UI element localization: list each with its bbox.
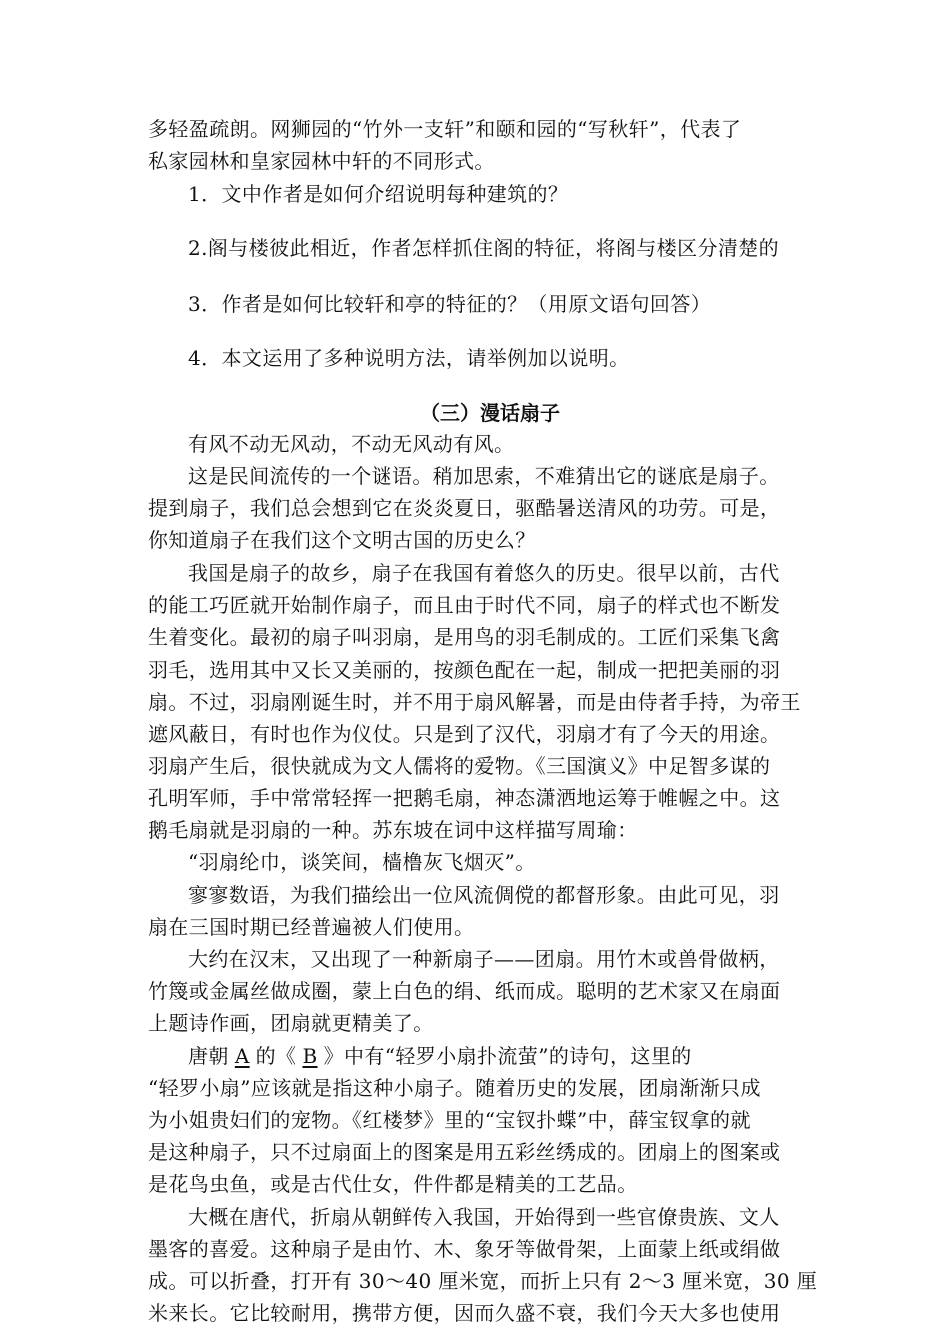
body-line: 你知道扇子在我们这个文明古国的历史么？	[148, 528, 536, 552]
blank-b: B	[302, 1044, 318, 1068]
body-line: 孔明军师，手中常常轻挥一把鹅毛扇，神态潇洒地运筹于帷幄之中。这	[148, 786, 781, 810]
intro-line: 私家园林和皇家园林中轩的不同形式。	[148, 149, 495, 173]
body-line: 的能工巧匠就开始制作扇子，而且由于时代不同，扇子的样式也不断发	[148, 593, 781, 617]
body-line: 为小姐贵妇们的宠物。《红楼梦》里的“宝钗扑蝶”中，薛宝钗拿的就	[148, 1108, 751, 1132]
body-line: 寥寥数语，为我们描绘出一位风流倜傥的都督形象。由此可见，羽	[188, 883, 780, 907]
body-line: 是花鸟虫鱼，或是古代仕女，件件都是精美的工艺品。	[148, 1172, 638, 1196]
question-1: 1．文中作者是如何介绍说明每种建筑的？	[188, 182, 569, 206]
body-line: 我国是扇子的故乡，扇子在我国有着悠久的历史。很早以前，古代	[188, 561, 780, 585]
body-line: 鹅毛扇就是羽扇的一种。苏东坡在词中这样描写周瑜：	[148, 818, 638, 842]
tang-prefix: 唐朝	[188, 1044, 229, 1068]
body-line: 是这种扇子，只不过扇面上的图案是用五彩丝绣成的。团扇上的图案或	[148, 1140, 781, 1164]
body-line: 扇在三国时期已经普遍被人们使用。	[148, 915, 475, 939]
body-line: “轻罗小扇”应该就是指这种小扇子。随着历史的发展，团扇渐渐只成	[148, 1076, 761, 1100]
body-line: 米来长。它比较耐用，携带方便，因而久盛不衰，我们今天大多也使用	[148, 1301, 781, 1325]
body-line: 成。可以折叠，打开有 30～40 厘米宽，而折上只有 2～3 厘米宽，30 厘	[148, 1269, 818, 1293]
question-4: 4．本文运用了多种说明方法，请举例加以说明。	[188, 346, 630, 370]
intro-line: 多轻盈疏朗。网狮园的“竹外一支轩”和颐和园的“写秋轩”，代表了	[148, 117, 742, 141]
blank-a: A	[234, 1044, 250, 1068]
body-line: 生着变化。最初的扇子叫羽扇，是用鸟的羽毛制成的。工匠们采集飞禽	[148, 625, 781, 649]
question-3: 3．作者是如何比较轩和亭的特征的？（用原文语句回答）	[188, 292, 712, 316]
quote-line: “羽扇纶巾，谈笑间，樯橹灰飞烟灭”。	[188, 850, 536, 874]
body-line: 有风不动无风动，不动无风动有风。	[188, 432, 515, 456]
body-line: 遮风蔽日，有时也作为仪仗。只是到了汉代，羽扇才有了今天的用途。	[148, 722, 781, 746]
section-title: （三）漫话扇子	[420, 401, 560, 425]
body-line: 竹篾或金属丝做成圈，蒙上白色的绢、纸而成。聪明的艺术家又在扇面	[148, 979, 781, 1003]
body-line: 羽毛，选用其中又长又美丽的，按颜色配在一起，制成一把把美丽的羽	[148, 658, 781, 682]
body-line: 墨客的喜爱。这种扇子是由竹、木、象牙等做骨架，上面蒙上纸或绢做	[148, 1237, 781, 1261]
body-line: 羽扇产生后，很快就成为文人儒将的爱物。《三国演义》中足智多谋的	[148, 754, 771, 778]
tang-mid: 的《	[255, 1044, 297, 1068]
tang-line	[188, 1041, 808, 1071]
body-line: 这是民间流传的一个谜语。稍加思索，不难猜出它的谜底是扇子。	[188, 464, 780, 488]
body-line: 上题诗作画，团扇就更精美了。	[148, 1011, 434, 1035]
body-line: 提到扇子，我们总会想到它在炎炎夏日，驱酷暑送清风的功劳。可是，	[148, 496, 781, 520]
body-line: 大概在唐代，折扇从朝鲜传入我国，开始得到一些官僚贵族、文人	[188, 1205, 780, 1229]
question-2: 2.阁与楼彼此相近，作者怎样抓住阁的特征，将阁与楼区分清楚的	[188, 236, 780, 260]
body-line: 扇。不过，羽扇刚诞生时，并不用于扇风解暑，而是由侍者手持，为帝王	[148, 690, 801, 714]
body-line: 大约在汉末，又出现了一种新扇子——团扇。用竹木或兽骨做柄，	[188, 947, 780, 971]
tang-suffix: 》中有“轻罗小扇扑流萤”的诗句，这里的	[323, 1044, 692, 1068]
